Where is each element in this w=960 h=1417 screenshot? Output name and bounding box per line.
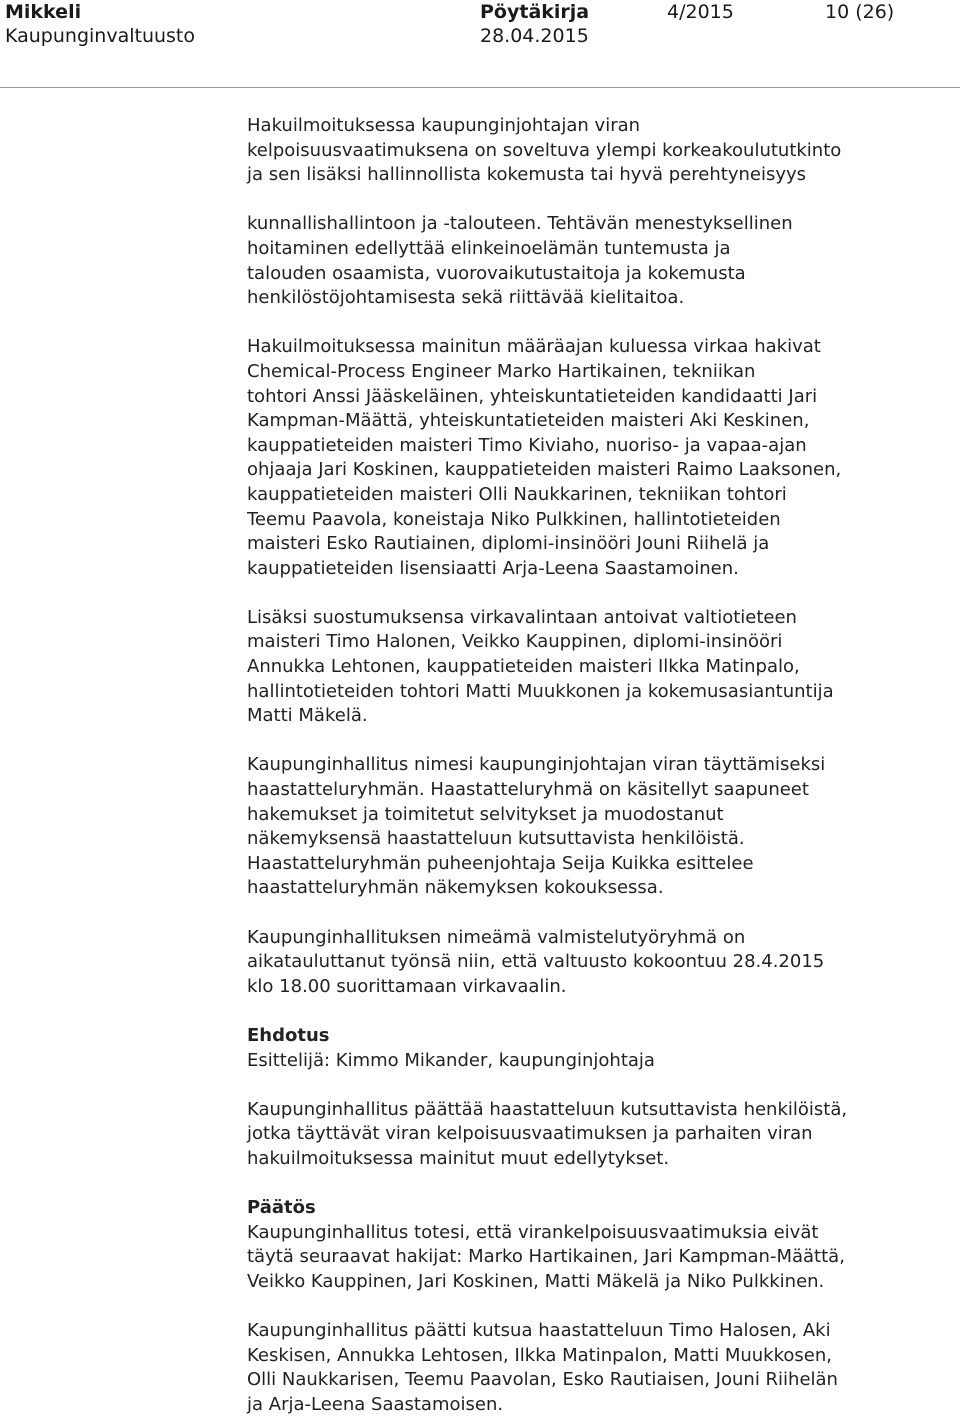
paragraph-applicants: Hakuilmoituksessa mainitun määräajan kuluessa virkaa hakivat Chemical-Process Engineer Marko Hartikainen, tekniikan tohtori Anssi Jääskeläinen, yhteiskuntatieteiden kandidaatti Jari Kampman-Määttä, yhteiskuntatieteiden maisteri Aki Keskinen, kauppatieteiden maisteri Timo Kiviaho, nuoriso- ja vapaa-ajan ohjaaja Jari Koskinen, kauppatieteiden maisteri Raimo Laaksonen, kauppatieteiden maisteri Olli Naukkarinen, tekniikan tohtori Teemu Paavola, koneistaja Niko Pulkkinen, hallintotieteiden maisteri Esko Rautiainen, diplomi-insinööri Jouni Riihelä ja kauppatieteiden lisensiaatti Arja-Leena Saastamoinen. <box>247 336 842 579</box>
meeting-date: 28.04.2015 <box>480 25 589 47</box>
paragraph-qualification: Hakuilmoituksessa kaupunginjohtajan viran kelpoisuusvaatimuksena on soveltuva ylempi korkeakoulututkinto ja sen lisäksi hallinnollista kokemusta tai hyvä perehtyneisyys <box>247 115 842 186</box>
paragraph-interview-group: Kaupunginhallitus nimesi kaupunginjohtajan viran täyttämiseksi haastatteluryhmän. Haastatteluryhmä on käsitellyt saapuneet hakemukset ja toimitetut selvitykset ja muodostanut näkemyksensä haastatteluun kutsuttavista henkilöistä. Haastatteluryhmän puheenjohtaja Seija Kuikka esittelee haastatteluryhmän näkemyksen kokouksessa. <box>247 754 826 899</box>
document-number: 4/2015 <box>667 1 734 23</box>
paragraph-requirements: kunnallishallintoon ja -talouteen. Tehtävän menestyksellinen hoitaminen edellyttää elinkeinoelämän tuntemusta ja talouden osaamista, vuorovaikutustaitoja ja kokemusta henkilöstöjohtamisesta sekä riittävää kielitaitoa. <box>247 213 793 309</box>
document-type: Pöytäkirja <box>480 1 590 23</box>
paragraph-invitations: Kaupunginhallitus päätti kutsua haastatteluun Timo Halosen, Aki Keskisen, Annukka Lehtosen, Ilkka Matinpalon, Matti Muukkosen, Olli Naukkarisen, Teemu Paavolan, Esko Rautiaisen, Jouni Riihelän ja Arja-Leena Saastamoisen. <box>247 1320 838 1415</box>
page-number: 10 (26) <box>825 1 895 23</box>
council-name: Kaupunginvaltuusto <box>5 25 196 47</box>
presenter-line: Esittelijä: Kimmo Mikander, kaupunginjohtaja <box>247 1049 655 1071</box>
paragraph-consents: Lisäksi suostumuksensa virkavalintaan antoivat valtiotieteen maisteri Timo Halonen, Veikko Kauppinen, diplomi-insinööri Annukka Lehtonen, kauppatieteiden maisteri Ilkka Matinpalo, hallintotieteiden tohtori Matti Muukkonen ja kokemusasiantuntija Matti Mäkelä. <box>247 606 834 727</box>
paragraph-decision: Kaupunginhallitus totesi, että virankelpoisuusvaatimuksia eivät täytä seuraavat hakijat: Marko Hartikainen, Jari Kampman-Määttä, Veikko Kauppinen, Jari Koskinen, Matti Mäkelä ja Niko Pulkkinen. <box>247 1221 845 1292</box>
paragraph-proposal: Kaupunginhallitus päättää haastatteluun kutsuttavista henkilöistä, jotka täyttävät viran kelpoisuusvaatimuksen ja parhaiten viran hakuilmoituksessa mainitut muut edellytykset. <box>247 1098 848 1169</box>
decision-heading: Päätös <box>247 1197 316 1219</box>
header-divider <box>0 87 960 88</box>
page-header <box>0 0 960 90</box>
paragraph-schedule: Kaupunginhallituksen nimeämä valmistelutyöryhmä on aikatauluttanut työnsä niin, että valtuusto kokoontuu 28.4.2015 klo 18.00 suorittamaan virkavaalin. <box>247 926 825 997</box>
organization-name: Mikkeli <box>5 1 82 23</box>
document-body <box>247 114 947 1417</box>
proposal-heading: Ehdotus <box>247 1024 330 1046</box>
